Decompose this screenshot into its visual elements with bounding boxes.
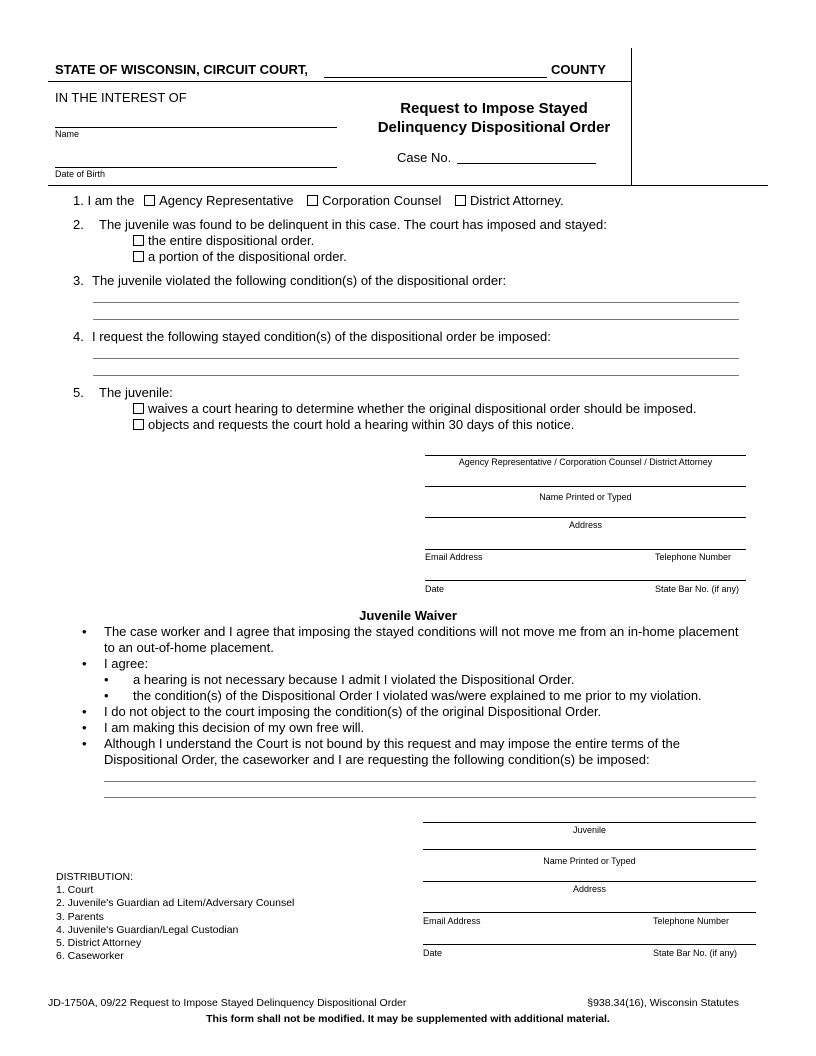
bullet-icon: • bbox=[104, 672, 109, 687]
waiver-bullet-4: I am making this decision of my own free will. bbox=[104, 720, 365, 735]
state-court-label: STATE OF WISCONSIN, CIRCUIT COURT, bbox=[55, 62, 309, 77]
agency-representative-label: Agency Representative bbox=[159, 193, 294, 208]
waiver-bullet-1-cont: to an out-of-home placement. bbox=[104, 640, 274, 655]
item-1-text: I am the bbox=[87, 193, 135, 208]
distribution-item: 4. Juvenile's Guardian/Legal Custodian bbox=[56, 923, 239, 936]
sig1-date-label: Date bbox=[425, 584, 445, 594]
item-4-number: 4. bbox=[73, 329, 84, 344]
waiver-bullet-5-cont: Dispositional Order, the caseworker and I are requesting the following condition(s) be imposed: bbox=[104, 752, 650, 767]
waiver-bullet-2b: the condition(s) of the Dispositional Order I violated was/were explained to me prior to my violation. bbox=[133, 688, 702, 703]
item-2-number: 2. bbox=[73, 217, 84, 232]
waiver-bullet-5: Although I understand the Court is not bound by this request and may impose the entire terms of the bbox=[104, 736, 680, 751]
footer-statute: §938.34(16), Wisconsin Statutes bbox=[587, 997, 739, 1009]
item-2-option-1 bbox=[133, 233, 314, 248]
sig1-email-line[interactable] bbox=[425, 549, 746, 550]
sig2-date-label: Date bbox=[423, 948, 443, 958]
waiver-bullet-3: I do not object to the court imposing the condition(s) of the original Dispositional Order. bbox=[104, 704, 602, 719]
item-5-number: 5. bbox=[73, 385, 84, 400]
district-attorney-label: District Attorney. bbox=[469, 193, 564, 208]
case-no-label: Case No. bbox=[397, 150, 452, 165]
portion-order-checkbox[interactable] bbox=[133, 251, 144, 262]
waive-hearing-checkbox[interactable] bbox=[133, 403, 144, 414]
object-hearing-label: objects and requests the court hold a hearing within 30 days of this notice. bbox=[148, 417, 575, 432]
entire-order-label: the entire dispositional order. bbox=[148, 233, 315, 248]
waiver-bullet-2a: a hearing is not necessary because I admit I violated the Dispositional Order. bbox=[133, 672, 575, 687]
waiver-bullet-2: I agree: bbox=[104, 656, 149, 671]
sig1-name-label: Name Printed or Typed bbox=[539, 492, 632, 502]
sig2-bar-label: State Bar No. (if any) bbox=[653, 948, 738, 958]
header-bottom-rule bbox=[48, 185, 768, 186]
violated-conditions-line-2[interactable] bbox=[93, 319, 739, 320]
item-5-text: The juvenile: bbox=[99, 385, 173, 400]
case-no-field[interactable] bbox=[457, 163, 596, 164]
waiver-conditions-line-1[interactable] bbox=[104, 781, 756, 782]
sig1-phone-label: Telephone Number bbox=[655, 552, 732, 562]
form-title-line1: Request to Impose Stayed bbox=[400, 100, 588, 117]
sig1-bar-label: State Bar No. (if any) bbox=[655, 584, 740, 594]
distribution-list bbox=[56, 884, 294, 964]
bullet-icon: • bbox=[82, 720, 87, 735]
name-label: Name bbox=[55, 129, 80, 139]
item-5-option-1 bbox=[133, 401, 696, 416]
sig2-name-line[interactable] bbox=[423, 849, 756, 850]
distribution-item: 2. Juvenile's Guardian ad Litem/Adversary Counsel bbox=[56, 897, 295, 910]
bullet-icon: • bbox=[82, 624, 87, 639]
agency-representative-checkbox[interactable] bbox=[144, 195, 155, 206]
in-interest-label: IN THE INTEREST OF bbox=[55, 90, 187, 105]
sig2-phone-label: Telephone Number bbox=[653, 916, 730, 926]
header-top-rule bbox=[48, 81, 631, 82]
name-field[interactable] bbox=[55, 127, 337, 128]
sig1-address-line[interactable] bbox=[425, 517, 746, 518]
waiver-conditions-line-2[interactable] bbox=[104, 797, 756, 798]
sig2-signature-line[interactable] bbox=[423, 822, 756, 823]
dob-label: Date of Birth bbox=[55, 169, 106, 179]
sig2-email-line[interactable] bbox=[423, 912, 756, 913]
item-3-text: The juvenile violated the following condition(s) of the dispositional order: bbox=[92, 273, 507, 288]
footer-form-id: JD-1750A, 09/22 Request to Impose Stayed Delinquency Dispositional Order bbox=[48, 997, 407, 1009]
portion-order-label: a portion of the dispositional order. bbox=[148, 249, 347, 264]
bullet-icon: • bbox=[82, 736, 87, 751]
item-5-option-2 bbox=[133, 417, 574, 432]
object-hearing-checkbox[interactable] bbox=[133, 419, 144, 430]
waiver-title: Juvenile Waiver bbox=[359, 608, 457, 623]
distribution-item: 1. Court bbox=[56, 884, 94, 896]
distribution-item: 5. District Attorney bbox=[56, 937, 142, 950]
sig2-address-label: Address bbox=[572, 884, 607, 894]
violated-conditions-line-1[interactable] bbox=[93, 302, 739, 303]
bullet-icon: • bbox=[82, 704, 87, 719]
county-name-field[interactable] bbox=[324, 77, 547, 78]
form-title-line2: Delinquency Dispositional Order bbox=[377, 119, 611, 136]
entire-order-checkbox[interactable] bbox=[133, 235, 144, 246]
footer-notice: This form shall not be modified. It may be supplemented with additional material. bbox=[206, 1013, 610, 1025]
item-4-text: I request the following stayed condition(s) of the dispositional order be imposed: bbox=[92, 329, 551, 344]
county-label: COUNTY bbox=[551, 62, 606, 77]
sig2-role-label: Juvenile bbox=[572, 825, 607, 835]
sig1-date-line[interactable] bbox=[425, 580, 746, 581]
item-1 bbox=[73, 193, 564, 208]
sig2-email-label: Email Address bbox=[423, 916, 481, 926]
item-2-option-2 bbox=[133, 249, 347, 264]
distribution-item: 6. Caseworker bbox=[56, 950, 124, 963]
distribution-item: 3. Parents bbox=[56, 910, 104, 923]
requested-conditions-line-1[interactable] bbox=[93, 358, 739, 359]
sig1-role-label: Agency Representative / Corporation Counsel / District Attorney bbox=[458, 457, 713, 467]
corporation-counsel-checkbox[interactable] bbox=[307, 195, 318, 206]
sig1-address-label: Address bbox=[568, 520, 603, 530]
requested-conditions-line-2[interactable] bbox=[93, 375, 739, 376]
sig1-name-line[interactable] bbox=[425, 486, 746, 487]
bullet-icon: • bbox=[104, 688, 109, 703]
dob-field[interactable] bbox=[55, 167, 337, 168]
item-1-number: 1. bbox=[73, 193, 84, 208]
district-attorney-checkbox[interactable] bbox=[455, 195, 466, 206]
corporation-counsel-label: Corporation Counsel bbox=[322, 193, 442, 208]
bullet-icon: • bbox=[82, 656, 87, 671]
sig1-email-label: Email Address bbox=[425, 552, 483, 562]
item-2-text: The juvenile was found to be delinquent in this case. The court has imposed and stayed: bbox=[99, 217, 607, 232]
item-3-number: 3. bbox=[73, 273, 84, 288]
waive-hearing-label: waives a court hearing to determine whether the original dispositional order should be imposed. bbox=[148, 401, 697, 416]
sig1-signature-line[interactable] bbox=[425, 455, 746, 456]
sig2-date-line[interactable] bbox=[423, 944, 756, 945]
distribution-title: DISTRIBUTION: bbox=[56, 871, 134, 883]
sig2-name-label: Name Printed or Typed bbox=[543, 856, 636, 866]
sig2-address-line[interactable] bbox=[423, 881, 756, 882]
waiver-bullet-1: The case worker and I agree that imposing the stayed conditions will not move me from an in-home placement bbox=[104, 624, 739, 639]
